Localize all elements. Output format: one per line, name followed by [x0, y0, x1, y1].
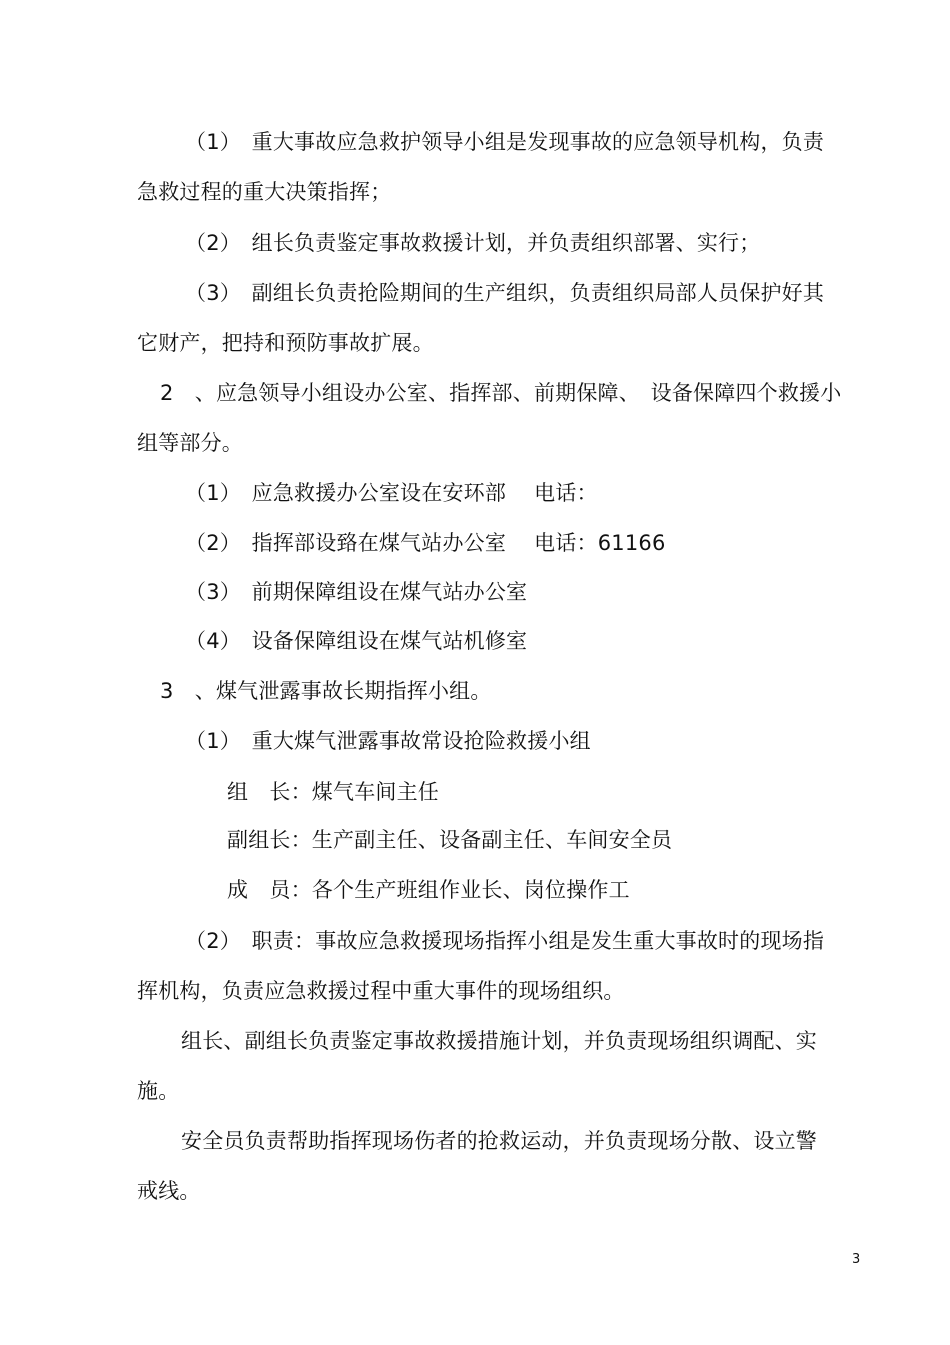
text-line-1: （1） 重大事故应急救护领导小组是发现事故的应急领导机构，负责: [185, 130, 825, 154]
text-line-12: 3 、煤气泄露事故长期指挥小组。: [160, 679, 492, 703]
page-number: 3: [852, 1252, 861, 1267]
text-line-6: 2 、应急领导小组设办公室、指挥部、前期保障、 设备保障四个救援小: [160, 381, 842, 405]
text-line-18: 挥机构，负责应急救援过程中重大事件的现场组织。: [137, 979, 625, 1003]
text-line-5: 它财产，把持和预防事故扩展。: [137, 331, 434, 355]
text-line-8: （1） 应急救援办公室设在安环部 电话：: [185, 481, 598, 505]
text-line-20: 施。: [137, 1079, 180, 1103]
text-line-13: （1） 重大煤气泄露事故常设抢险救援小组: [185, 729, 591, 753]
text-line-22: 戒线。: [137, 1179, 201, 1203]
text-line-3: （2） 组长负责鉴定事故救援计划，并负责组织部署、实行；: [185, 231, 761, 255]
text-line-7: 组等部分。: [137, 431, 243, 455]
text-line-19: 组长、副组长负责鉴定事故救援措施计划，并负责现场组织调配、实: [181, 1029, 817, 1053]
text-line-17: （2） 职责：事故应急救援现场指挥小组是发生重大事故时的现场指: [185, 929, 825, 953]
text-line-4: （3） 副组长负责抢险期间的生产组织，负责组织局部人员保护好其: [185, 281, 825, 305]
text-line-15: 副组长：生产副主任、设备副主任、车间安全员: [227, 828, 673, 852]
text-line-11: （4） 设备保障组设在煤气站机修室: [185, 629, 528, 653]
text-line-2: 急救过程的重大决策指挥；: [137, 180, 392, 204]
text-line-10: （3） 前期保障组设在煤气站办公室: [185, 580, 528, 604]
text-line-21: 安全员负责帮助指挥现场伤者的抢救运动，并负责现场分散、设立警: [181, 1129, 817, 1153]
text-line-9: （2） 指挥部设臵在煤气站办公室 电话：61166: [185, 531, 666, 555]
text-line-16: 成 员：各个生产班组作业长、岗位操作工: [227, 878, 630, 902]
text-line-14: 组 长：煤气车间主任: [227, 780, 439, 804]
